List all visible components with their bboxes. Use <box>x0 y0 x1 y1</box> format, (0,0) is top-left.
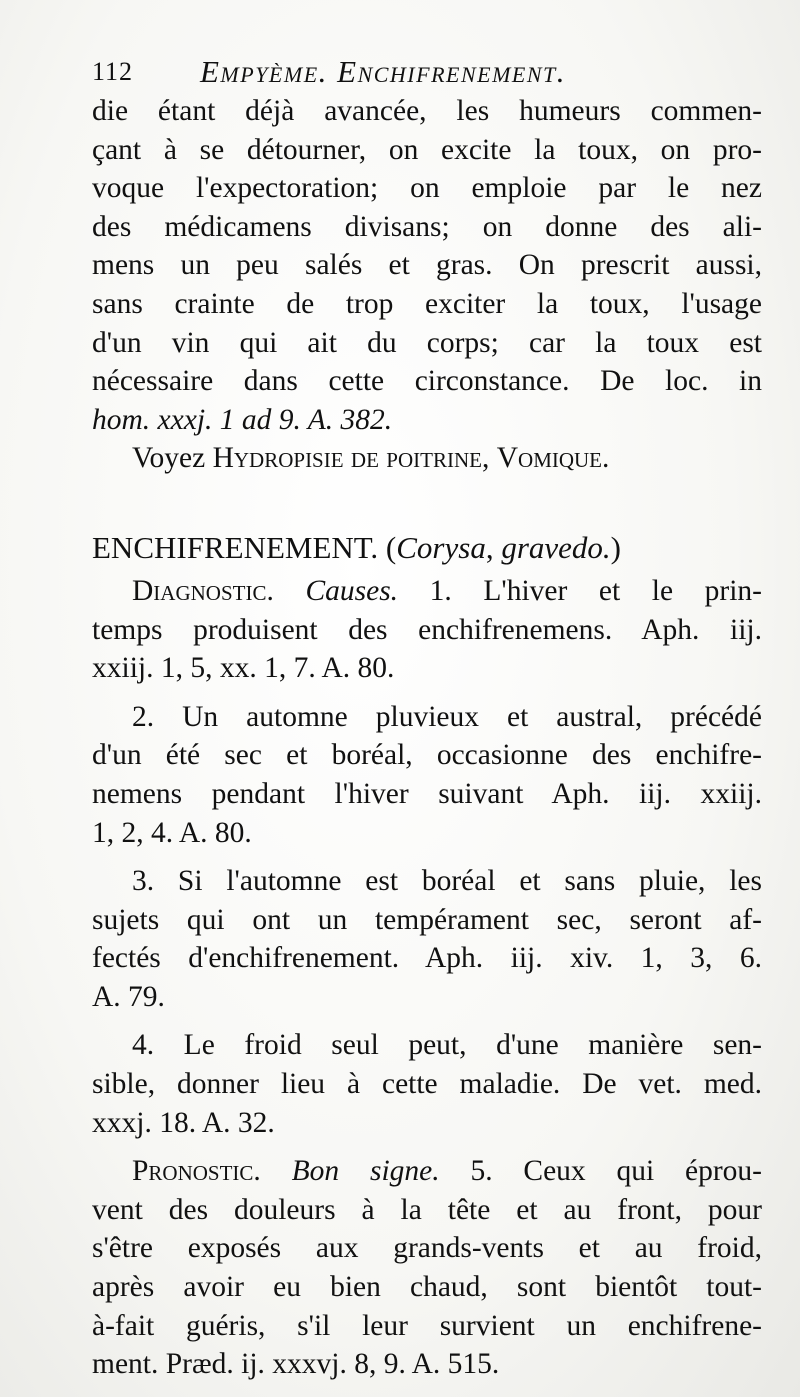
pronostic-label: Pronostic. <box>132 1155 261 1188</box>
text-line: après avoir eu bien chaud, sont bientôt tout- <box>92 1271 762 1304</box>
text-line <box>92 572 762 611</box>
running-head: Empyème. Enchifrenement. <box>200 54 566 89</box>
page-number: 112 <box>92 57 134 86</box>
text-line: des médicamens divisans; on donne des ali- <box>92 210 762 243</box>
page-header <box>92 52 762 92</box>
text-line: hom. xxxj. 1 ad 9. A. 382. <box>92 403 393 436</box>
page-text-block <box>92 52 762 1384</box>
text-line: nemens pendant l'hiver suivant Aph. iij. xxiij. <box>92 777 762 810</box>
text-line: fectés d'enchifrenement. Aph. iij. xiv. 1, 3, 6. <box>92 942 762 975</box>
see-also-line <box>92 439 762 478</box>
text-line: A. 79. <box>92 980 165 1013</box>
diagnostic-label: Diagnostic. <box>132 574 274 607</box>
subtitle-close: ) <box>610 529 621 565</box>
paragraph-diagnostic <box>92 572 762 688</box>
text-line: sible, donner lieu à cette maladie. De vet. med. <box>92 1068 762 1101</box>
text-line: s'être exposés aux grands-vents et au froid, <box>92 1232 762 1265</box>
subtitle-open: ( <box>378 529 397 565</box>
text-line: nécessaire dans cette circonstance. De loc. in <box>92 365 762 398</box>
paragraph-4 <box>92 1026 762 1142</box>
paragraph-3 <box>92 862 762 1016</box>
causes-label: Causes. <box>305 574 399 607</box>
text-line <box>92 1152 762 1191</box>
text-line: voque l'expectoration; on emploie par le nez <box>92 172 762 205</box>
see-also-separator: , <box>481 442 497 475</box>
paragraph-pronostic <box>92 1152 762 1384</box>
text-line: 4. Le froid seul peut, d'une manière sen- <box>132 1029 762 1062</box>
see-also-link-2: Vomique. <box>496 442 610 475</box>
subtitle-separator: , <box>485 529 502 565</box>
text-line: ment. Præd. ij. xxxvj. 8, 9. A. 515. <box>92 1348 500 1381</box>
see-also-link-1: Hydropisie de poitrine <box>212 442 482 475</box>
empyeme-paragraph <box>92 92 762 478</box>
section-title <box>92 528 762 568</box>
text-line: à-fait guéris, s'il leur survient un enchifrene- <box>92 1309 762 1342</box>
see-also-prefix: Voyez <box>132 442 213 475</box>
text-line: mens un peu salés et gras. On prescrit aussi, <box>92 249 762 282</box>
text-line: d'un été sec et boréal, occasionne des enchifre- <box>92 739 762 772</box>
subtitle-gravedo: gravedo. <box>501 529 611 565</box>
bon-signe-label: Bon signe. <box>291 1155 440 1188</box>
text-line: xxxj. 18. A. 32. <box>92 1106 275 1139</box>
text-line: xxiij. 1, 5, xx. 1, 7. A. 80. <box>92 652 395 685</box>
section-title-text: ENCHIFRENEMENT. <box>92 529 379 565</box>
text-line: temps produisent des enchifrenemens. Aph. iij. <box>92 613 762 646</box>
text-line: sans crainte de trop exciter la toux, l'usage <box>92 287 762 320</box>
text-line: 3. Si l'automne est boréal et sans pluie, les <box>132 865 762 898</box>
text-line: vent des douleurs à la tête et au front, pour <box>92 1193 762 1226</box>
subtitle-corysa: Corysa <box>396 529 486 565</box>
first-line-rest: 1. L'hiver et le prin- <box>429 574 763 607</box>
text-line: d'un vin qui ait du corps; car la toux est <box>92 326 762 359</box>
paragraph-2 <box>92 698 762 852</box>
text-line: 1, 2, 4. A. 80. <box>92 816 252 849</box>
text-line: 2. Un automne pluvieux et austral, précédé <box>132 700 762 733</box>
first-line-rest: 5. Ceux qui éprou- <box>470 1155 763 1188</box>
text-line: die étant déjà avancée, les humeurs commen- <box>92 95 762 127</box>
section-gap <box>92 478 762 524</box>
text-line: sujets qui ont un tempérament sec, seront af- <box>92 903 762 936</box>
text-line: çant à se détourner, on excite la toux, on pro- <box>92 133 762 166</box>
